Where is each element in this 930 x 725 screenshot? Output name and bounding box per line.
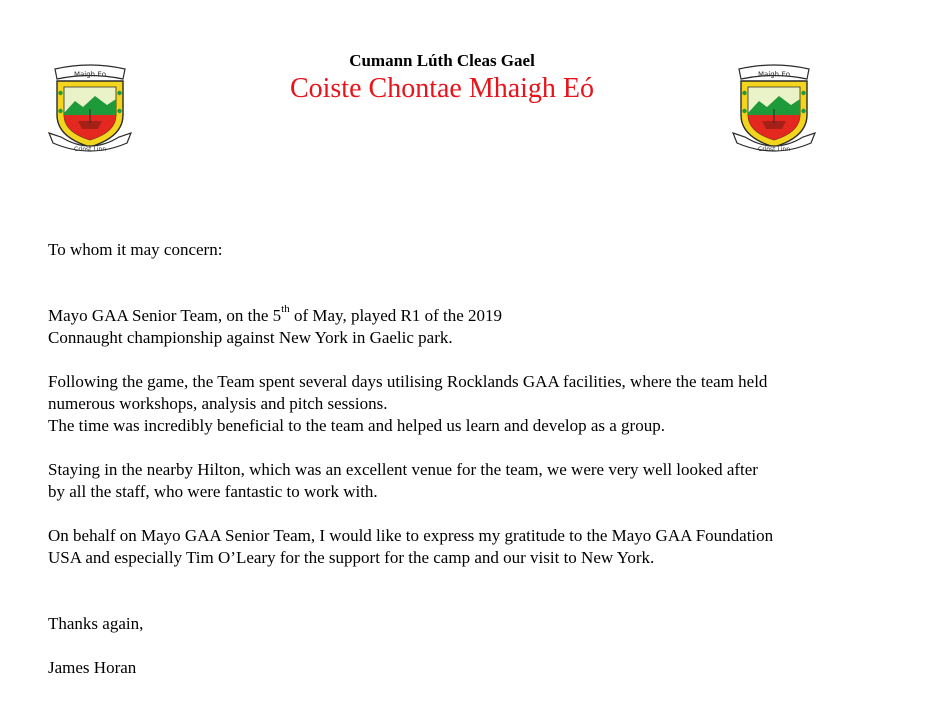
- county-board-name: Coiste Chontae Mhaigh Eó: [289, 73, 595, 104]
- paragraph-4-line-1: On behalf on Mayo GAA Senior Team, I would like to express my gratitude to the Mayo GAA Foundation: [48, 526, 774, 545]
- letter-body: [48, 239, 888, 679]
- paragraph-3-line-1: Staying in the nearby Hilton, which was an excellent venue for the team, we were very well looked after: [48, 460, 758, 479]
- letterhead: [0, 50, 884, 105]
- closing: Thanks again,: [48, 614, 144, 633]
- paragraph-2-line-2: numerous workshops, analysis and pitch sessions.: [48, 394, 388, 413]
- ordinal-suffix: th: [281, 303, 290, 316]
- paragraph-4-line-2: USA and especially Tim O’Leary for the support for the camp and our visit to New York.: [48, 548, 655, 567]
- paragraph-1-line-1: [48, 305, 888, 327]
- crest-top-text: Maigh Eo: [757, 70, 791, 79]
- crest-bottom-text: Críost Linn: [74, 146, 106, 153]
- crest-top-text: Maigh Eo: [73, 70, 107, 79]
- paragraph-2-line-1: Following the game, the Team spent several days utilising Rocklands GAA facilities, where the team held: [48, 372, 768, 391]
- paragraph-1-text-b: of May, played R1 of the 2019: [289, 306, 503, 325]
- paragraph-1-text-a: Mayo GAA Senior Team, on the 5: [48, 306, 282, 325]
- paragraph-3-line-2: by all the staff, who were fantastic to work with.: [48, 482, 378, 501]
- salutation: To whom it may concern:: [48, 240, 223, 259]
- signature-name: James Horan: [48, 658, 137, 677]
- organisation-name: Cumann Lúth Cleas Gael: [349, 51, 535, 70]
- paragraph-2-line-3: The time was incredibly beneficial to the team and helped us learn and develop as a group.: [48, 416, 665, 435]
- crest-bottom-text: Críost Linn: [758, 146, 790, 153]
- paragraph-1-line-2: Connaught championship against New York in Gaelic park.: [48, 328, 453, 347]
